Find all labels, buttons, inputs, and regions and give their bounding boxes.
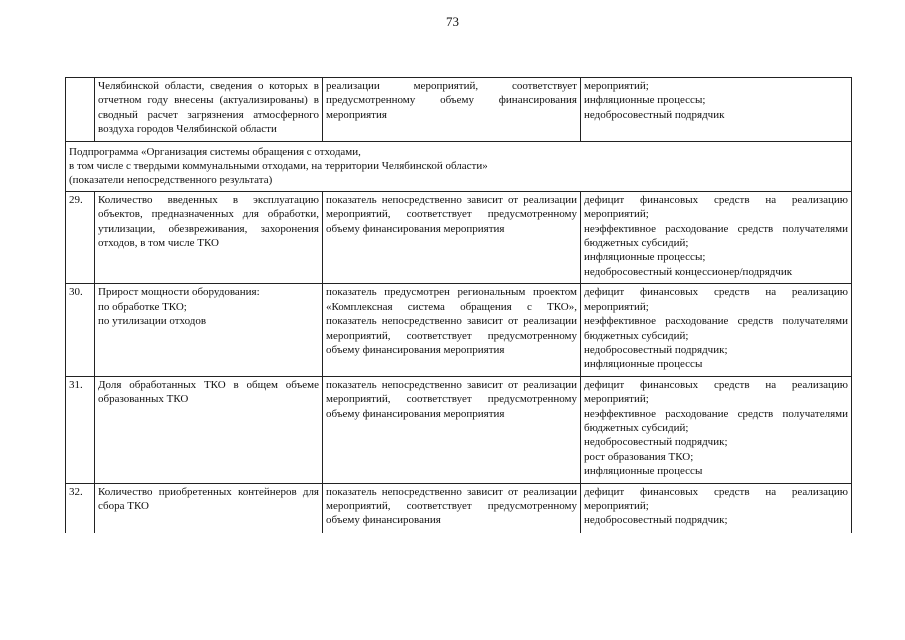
table-row (66, 376, 852, 483)
risk-item: недобросовестный подрядчик; (584, 343, 728, 356)
risk-item: инфляционные процессы (584, 358, 703, 371)
risk-item: неэффективное расходование средств получателями бюджетных субсидий; (584, 315, 848, 342)
subprogram-title: Подпрограмма «Организация системы обращения с отходами, (69, 145, 361, 158)
risk-item: инфляционные процессы (584, 465, 703, 478)
indicator-line: по утилизации отходов (98, 315, 207, 328)
dependency-cell: реализации мероприятий, соответствует предусмотренному объему финансирования мероприятия (323, 78, 581, 142)
risk-item: недобросовестный концессионер/подрядчик (584, 265, 793, 278)
dependency-cell: показатель предусмотрен региональным проектом «Комплексная система обращения с ТКО», показатель непосредственно зависит от реализации мероприятий, соответствует предусмотренному объему финансирования мероприятия (323, 284, 581, 376)
row-number: 30. (66, 284, 95, 376)
risk-item: недобросовестный подрядчик; (584, 436, 728, 449)
risk-item: инфляционные процессы; (584, 251, 706, 264)
row-number (66, 78, 95, 142)
risk-item: дефицит финансовых средств на реализацию мероприятий; (584, 378, 848, 406)
risk-item: дефицит финансовых средств на реализацию мероприятий; (584, 286, 848, 313)
risk-item: неэффективное расходование средств получателями бюджетных субсидий; (584, 222, 848, 250)
row-number: 29. (66, 191, 95, 283)
risk-item: дефицит финансовых средств на реализацию мероприятий; (584, 193, 848, 221)
subprogram-subtitle: (показатели непосредственного результата) (69, 174, 273, 187)
risks-cell (581, 78, 852, 142)
indicator-cell: Челябинской области, сведения о которых в отчетном году внесены (актуализированы) в сводный расчет загрязнения атмосферного воздуха городов Челябинской области (95, 78, 323, 142)
risk-item: недобросовестный подрядчик (584, 108, 725, 121)
table-row (66, 284, 852, 376)
indicator-line: Прирост мощности оборудования: (98, 286, 260, 299)
risk-item: инфляционные процессы; (584, 94, 706, 107)
subprogram-header (66, 141, 852, 191)
dependency-cell: показатель непосредственно зависит от реализации мероприятий, соответствует предусмотренному объему финансирования (323, 483, 581, 533)
row-number: 32. (66, 483, 95, 533)
indicator-cell (95, 284, 323, 376)
indicator-cell: Количество введенных в эксплуатацию объектов, предназначенных для обработки, утилизации, обезвреживания, захоронения отходов, в том числе ТКО (95, 191, 323, 283)
risk-item: дефицит финансовых средств на реализацию мероприятий; (584, 485, 848, 512)
table-row (66, 483, 852, 533)
subprogram-title-cont: в том числе с твердыми коммунальными отходами, на территории Челябинской области» (69, 160, 488, 173)
risks-cell (581, 284, 852, 376)
table-row (66, 78, 852, 142)
dependency-cell: показатель непосредственно зависит от реализации мероприятий, соответствует предусмотренному объему финансирования мероприятия (323, 191, 581, 283)
page-number: 73 (446, 14, 459, 29)
indicator-cell: Количество приобретенных контейнеров для сбора ТКО (95, 483, 323, 533)
risk-item: рост образования ТКО; (584, 450, 694, 463)
risk-item: неэффективное расходование средств получателями бюджетных субсидий; (584, 407, 848, 434)
risks-cell (581, 376, 852, 483)
dependency-cell: показатель непосредственно зависит от реализации мероприятий, соответствует предусмотренному объему финансирования мероприятия (323, 376, 581, 483)
indicators-table (65, 77, 852, 533)
indicator-cell: Доля обработанных ТКО в общем объеме образованных ТКО (95, 376, 323, 483)
subprogram-header-row (66, 141, 852, 191)
risk-item: недобросовестный подрядчик; (584, 514, 728, 527)
row-number: 31. (66, 376, 95, 483)
indicator-line: по обработке ТКО; (98, 300, 187, 313)
risks-cell (581, 191, 852, 283)
risk-item: мероприятий; (584, 80, 649, 92)
risks-cell (581, 483, 852, 533)
table-row (66, 191, 852, 283)
